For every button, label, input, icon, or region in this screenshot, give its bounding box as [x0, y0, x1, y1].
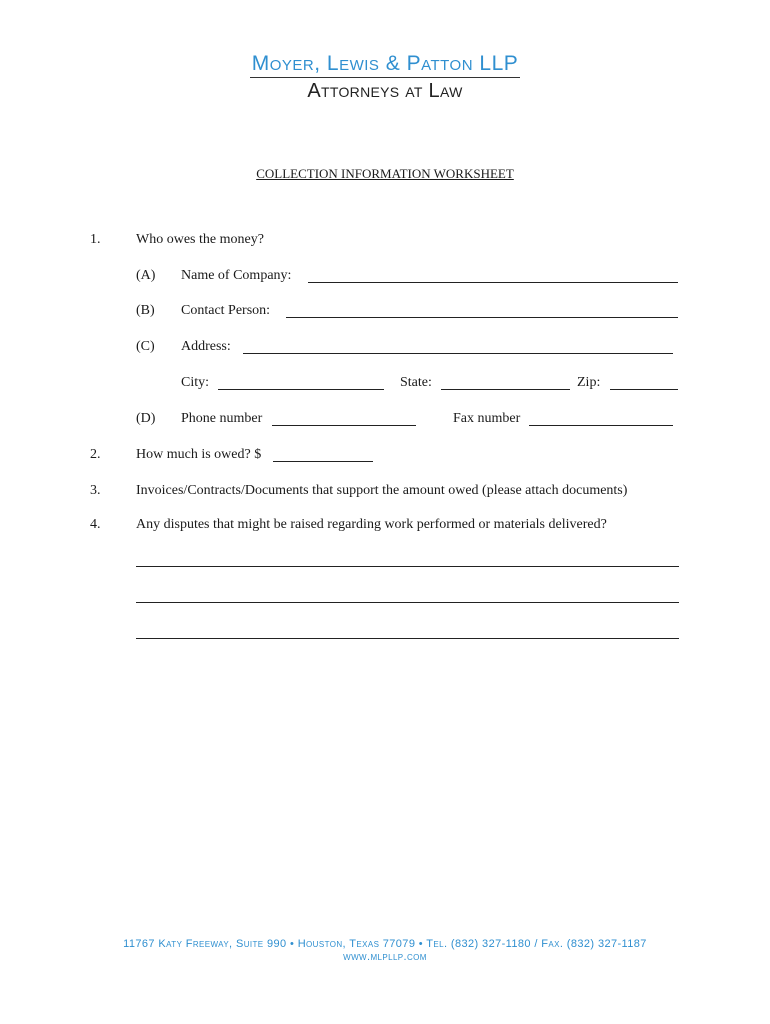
- zip-label: Zip:: [577, 375, 601, 390]
- phone-number-label: Phone number: [181, 411, 263, 426]
- contact-person-label: Contact Person:: [181, 303, 271, 318]
- item-b-letter: (B): [136, 303, 155, 318]
- question-3-text: Invoices/Contracts/Documents that support the amount owed (please attach documents): [136, 483, 628, 498]
- item-d-letter: (D): [136, 411, 156, 426]
- disputes-line-3[interactable]: [136, 638, 679, 639]
- question-1-text: Who owes the money?: [136, 232, 264, 247]
- city-field[interactable]: [218, 389, 384, 390]
- address-field[interactable]: [243, 353, 673, 354]
- footer: [0, 938, 770, 964]
- phone-number-field[interactable]: [272, 425, 416, 426]
- city-label: City:: [181, 375, 210, 390]
- company-name-field[interactable]: [308, 282, 678, 283]
- amount-owed-field[interactable]: [273, 461, 373, 462]
- fax-number-label: Fax number: [453, 411, 521, 426]
- disputes-line-2[interactable]: [136, 602, 679, 603]
- item-a-letter: (A): [136, 268, 156, 283]
- address-label: Address:: [181, 339, 231, 354]
- zip-field[interactable]: [610, 389, 678, 390]
- footer-website: www.mlpllp.com: [343, 951, 427, 963]
- state-label: State:: [400, 375, 432, 390]
- contact-person-field[interactable]: [286, 317, 678, 318]
- question-3-number: 3.: [90, 483, 101, 498]
- state-field[interactable]: [441, 389, 570, 390]
- item-c-letter: (C): [136, 339, 155, 354]
- document-title: COLLECTION INFORMATION WORKSHEET: [256, 166, 514, 181]
- firm-name: Moyer, Lewis & Patton LLP: [250, 52, 521, 78]
- letterhead: [0, 52, 770, 103]
- company-name-label: Name of Company:: [181, 268, 292, 283]
- question-2-text: How much is owed? $: [136, 447, 262, 462]
- question-2-number: 2.: [90, 447, 101, 462]
- footer-address: 11767 Katy Freeway, Suite 990 • Houston, Texas 77079 • Tel. (832) 327-1180 / Fax. (832) 327-1187: [123, 938, 647, 950]
- question-1-number: 1.: [90, 232, 101, 247]
- question-4-text: Any disputes that might be raised regarding work performed or materials delivered?: [136, 517, 607, 532]
- fax-number-field[interactable]: [529, 425, 673, 426]
- disputes-line-1[interactable]: [136, 566, 679, 567]
- firm-tagline: Attorneys at Law: [307, 80, 463, 102]
- question-4-number: 4.: [90, 517, 101, 532]
